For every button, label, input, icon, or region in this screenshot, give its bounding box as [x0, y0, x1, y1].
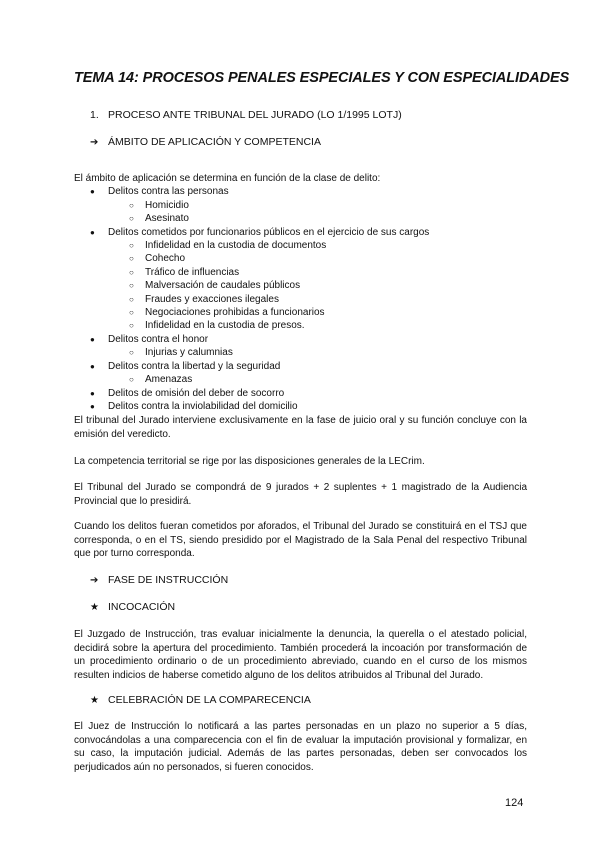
circle-bullet-icon: ○	[129, 281, 134, 291]
sub-list-item	[74, 293, 429, 306]
subheading-incoacion-text: INCOCACIÓN	[108, 601, 176, 613]
circle-bullet-icon: ○	[129, 267, 134, 277]
paragraph-aforados: Cuando los delitos fueran cometidos por aforados, el Tribunal del Jurado se constituirá en el TSJ que corresponda, o en el TS, siendo presidido por el Magistrado de la Sala Penal del respectivo Tribunal que por turno corresponda.	[74, 521, 527, 560]
subheading-comparecencia-text: CELEBRACIÓN DE LA COMPARECENCIA	[108, 694, 311, 706]
sub-list-item	[74, 346, 429, 359]
delitos-list	[74, 172, 429, 413]
paragraph-composicion: El Tribunal del Jurado se compondrá de 9 jurados + 2 suplentes + 1 magistrado de la Audiencia Provincial que lo presidirá.	[74, 482, 527, 507]
sub-list-item-label: Cohecho	[145, 253, 186, 265]
list-item	[74, 185, 429, 198]
circle-bullet-icon: ○	[129, 375, 134, 385]
bullet-icon: ●	[90, 227, 95, 237]
circle-bullet-icon: ○	[129, 321, 134, 331]
paragraph-competencia: La competencia territorial se rige por las disposiciones generales de la LECrim.	[74, 456, 425, 467]
sub-list-item-label: Injurias y calumnias	[145, 347, 233, 359]
section-heading	[90, 109, 402, 121]
sub-list-item	[74, 319, 429, 332]
sub-list-item-label: Malversación de caudales públicos	[145, 280, 301, 292]
circle-bullet-icon: ○	[129, 214, 134, 224]
paragraph-incoacion: El Juzgado de Instrucción, tras evaluar inicialmente la denuncia, la querella o el atestado policial, decidirá sobre la apertura del procedimiento. También procederá la incoación por transformación de un procedimiento ordinario o de un procedimiento abreviado, cuando en el curso de los mismos resulten indicios de haberse cometido alguno de los delitos atribuidos al Tribunal del Jurado.	[74, 629, 527, 681]
sub-list-item-label: Infidelidad en la custodia de presos.	[145, 320, 305, 332]
sub-list-item-label: Amenazas	[145, 374, 193, 386]
circle-bullet-icon: ○	[129, 308, 134, 318]
section-title: PROCESO ANTE TRIBUNAL DEL JURADO (LO 1/1995 LOTJ)	[108, 109, 402, 121]
section-number: 1.	[90, 109, 99, 121]
paragraph-comparecencia: El Juez de Instrucción lo notificará a las partes personadas en un plazo no superior a 5 días, convocándolas a una comparecencia con el fin de evaluar la imputación provisional y formalizar, en su caso, la imputación judicial. Además de las partes personadas, deben ser convocados los perjudicados aún no personados, si fueren conocidos.	[74, 721, 527, 773]
bullet-icon: ●	[90, 388, 95, 398]
subheading-ambito-text: ÁMBITO DE APLICACIÓN Y COMPETENCIA	[108, 136, 321, 148]
sub-list-item-label: Fraudes y exacciones ilegales	[145, 293, 279, 305]
sub-list-item-label: Asesinato	[145, 213, 189, 225]
sub-list-item-label: Negociaciones prohibidas a funcionarios	[145, 307, 325, 319]
sub-list-item	[74, 279, 429, 292]
circle-bullet-icon: ○	[129, 254, 134, 264]
bullet-icon: ●	[90, 401, 95, 411]
circle-bullet-icon: ○	[129, 200, 134, 210]
list-item	[74, 333, 429, 346]
sub-list-item	[74, 306, 429, 319]
list-item-label: Delitos contra el honor	[108, 333, 209, 345]
sub-list-item-label: Homicidio	[145, 199, 189, 211]
list-item	[74, 226, 429, 239]
sub-list-item	[74, 266, 429, 279]
page-title: TEMA 14: PROCESOS PENALES ESPECIALES Y CON ESPECIALIDADES	[74, 70, 570, 86]
subheading-fase	[90, 574, 228, 586]
circle-bullet-icon: ○	[129, 294, 134, 304]
circle-bullet-icon: ○	[129, 348, 134, 358]
bullet-icon: ●	[90, 187, 95, 197]
subheading-ambito	[90, 136, 321, 148]
list-item-label: Delitos contra las personas	[108, 186, 229, 198]
page-number: 124	[505, 797, 524, 809]
list-item-label: Delitos cometidos por funcionarios públicos en el ejercicio de sus cargos	[108, 226, 430, 238]
arrow-icon: ➔	[90, 575, 99, 586]
subheading-fase-text: FASE DE INSTRUCCIÓN	[108, 574, 229, 586]
sub-list-item	[74, 212, 429, 225]
sub-list-item	[74, 252, 429, 265]
list-intro: El ámbito de aplicación se determina en función de la clase de delito:	[74, 173, 381, 184]
paragraph-veredicto: El tribunal del Jurado interviene exclusivamente en la fase de juicio oral y su función concluye con la emisión del veredicto.	[74, 415, 527, 440]
list-item	[74, 387, 429, 400]
sub-list-item-label: Tráfico de influencias	[145, 266, 240, 278]
star-icon: ★	[90, 695, 99, 706]
bullet-icon: ●	[90, 361, 95, 371]
bullet-icon: ●	[90, 334, 95, 344]
list-item-label: Delitos contra la libertad y la seguridad	[108, 360, 281, 372]
star-icon: ★	[90, 602, 99, 613]
list-item	[74, 400, 429, 413]
sub-list-item	[74, 373, 429, 386]
subheading-incoacion	[90, 601, 175, 613]
arrow-icon: ➔	[90, 137, 99, 148]
sub-list-item	[74, 199, 429, 212]
list-item-label: Delitos contra la inviolabilidad del domicilio	[108, 400, 298, 412]
list-item	[74, 360, 429, 373]
list-item-label: Delitos de omisión del deber de socorro	[108, 387, 285, 399]
sub-list-item	[74, 239, 429, 252]
subheading-comparecencia	[90, 694, 311, 706]
sub-list-item-label: Infidelidad en la custodia de documentos	[145, 240, 327, 252]
circle-bullet-icon: ○	[129, 241, 134, 251]
